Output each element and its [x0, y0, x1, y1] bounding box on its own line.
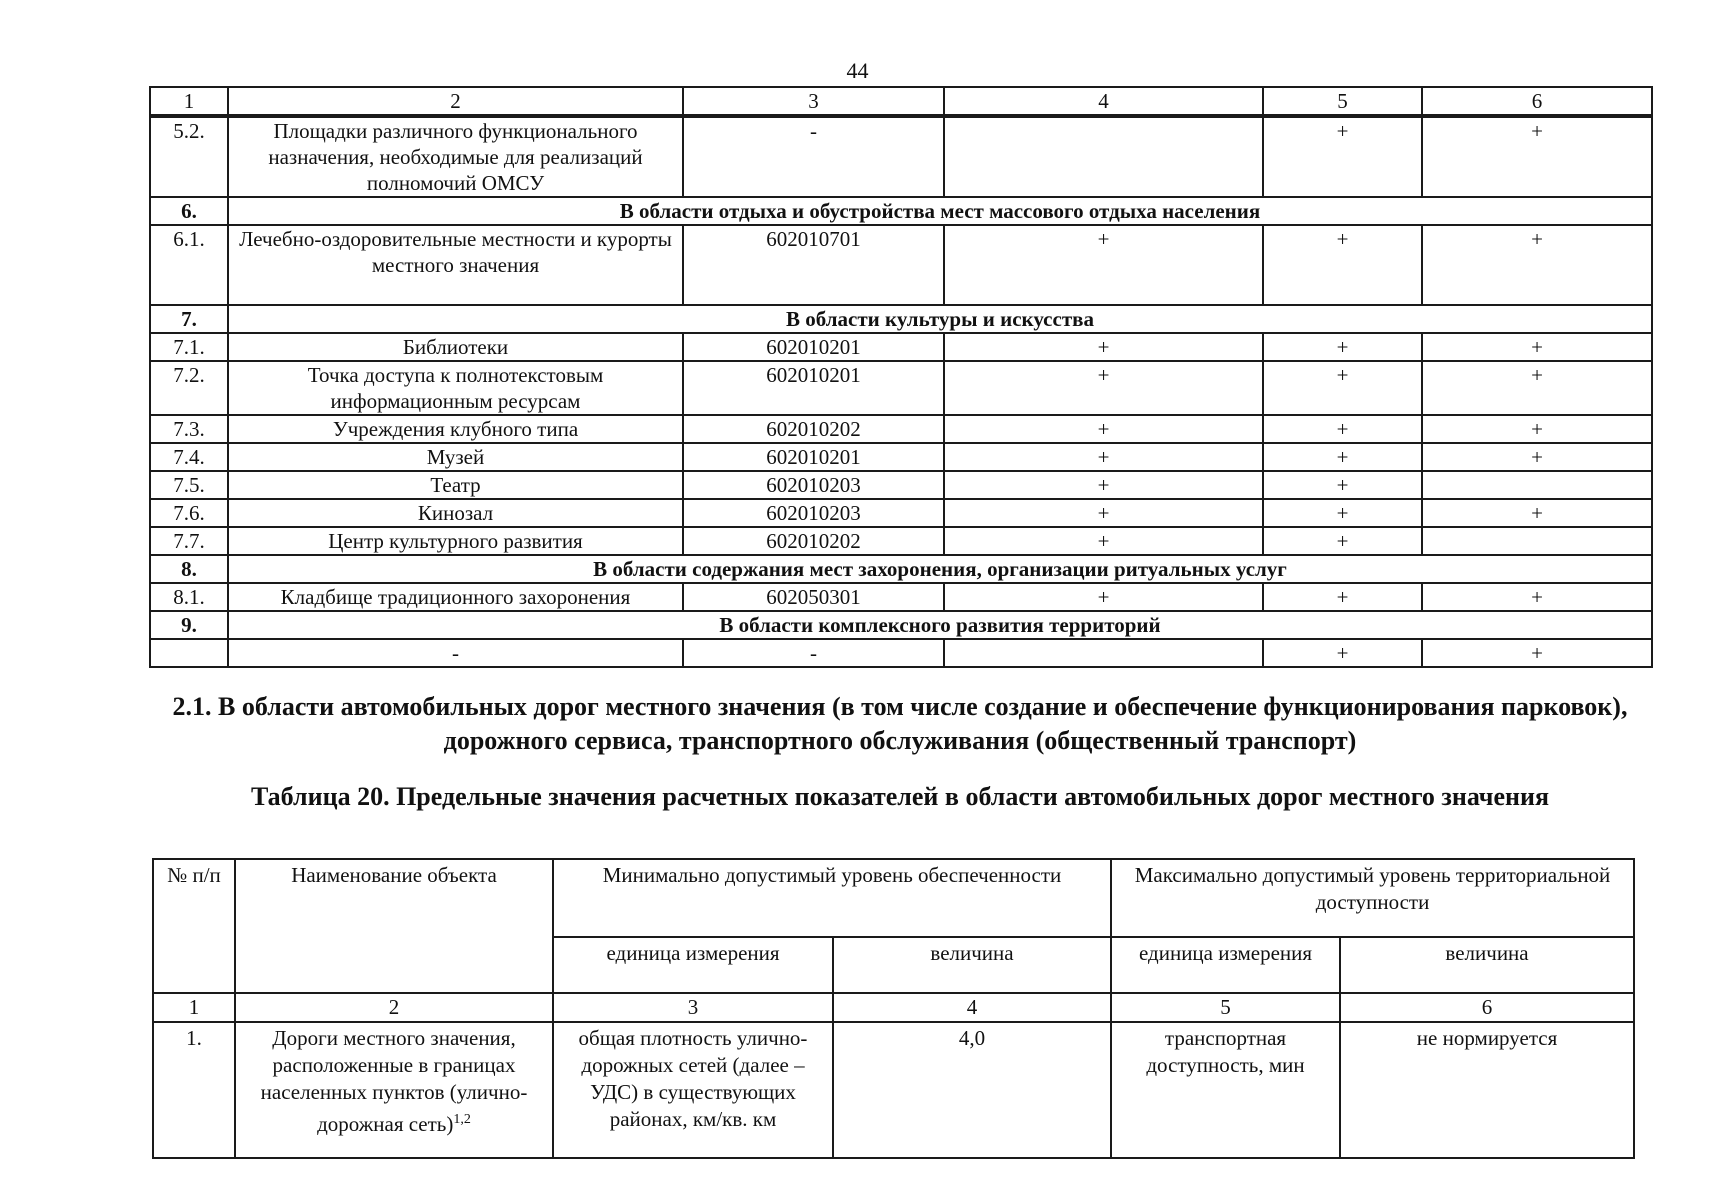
table-row — [150, 471, 1652, 499]
mark-cell: + — [944, 527, 1263, 555]
column-number: 5 — [1263, 87, 1422, 116]
mark-cell: + — [1422, 116, 1652, 197]
object-name: Лечебно-оздоровительные местности и курорты местного значения — [228, 225, 683, 305]
mark-cell: + — [944, 471, 1263, 499]
mark-cell: + — [1263, 333, 1422, 361]
object-name: Кладбище традиционного захоронения — [228, 583, 683, 611]
code-cell: 602010701 — [683, 225, 944, 305]
column-number: 4 — [944, 87, 1263, 116]
row-number: 7.1. — [150, 333, 228, 361]
header-min-level: Минимально допустимый уровень обеспеченности — [553, 859, 1111, 937]
header-name: Наименование объекта — [235, 859, 553, 993]
code-cell: 602010203 — [683, 499, 944, 527]
mark-cell: + — [1422, 443, 1652, 471]
mark-cell: + — [1422, 361, 1652, 415]
row-number: 7.7. — [150, 527, 228, 555]
section-title: В области культуры и искусства — [228, 305, 1652, 333]
table-row — [150, 583, 1652, 611]
mark-cell: + — [1263, 583, 1422, 611]
column-number: 1 — [150, 87, 228, 116]
section-number: 7. — [150, 305, 228, 333]
table-header-row — [153, 859, 1634, 937]
mark-cell — [944, 116, 1263, 197]
min-unit: общая плотность улично-дорожных сетей (далее – УДС) в существующих районах, км/кв. км — [553, 1022, 833, 1158]
section-number: 9. — [150, 611, 228, 639]
mark-cell: + — [1263, 116, 1422, 197]
header-value: величина — [833, 937, 1111, 993]
code-cell: 602010203 — [683, 471, 944, 499]
header-unit: единица измерения — [553, 937, 833, 993]
object-name: Центр культурного развития — [228, 527, 683, 555]
mark-cell: + — [1263, 471, 1422, 499]
section-number: 8. — [150, 555, 228, 583]
object-name: Театр — [228, 471, 683, 499]
code-cell: 602010201 — [683, 361, 944, 415]
column-number: 5 — [1111, 993, 1340, 1022]
object-name: - — [228, 639, 683, 667]
mark-cell: + — [944, 225, 1263, 305]
section-row — [150, 305, 1652, 333]
object-name: Библиотеки — [228, 333, 683, 361]
column-number: 6 — [1422, 87, 1652, 116]
object-name: Площадки различного функционального назначения, необходимые для реализаций полномочий ОМСУ — [228, 116, 683, 197]
table-row — [150, 415, 1652, 443]
header-num: № п/п — [153, 859, 235, 993]
table-title: Таблица 20. Предельные значения расчетных показателей в области автомобильных дорог местного значения — [250, 782, 1550, 811]
code-cell: 602050301 — [683, 583, 944, 611]
section-title: В области комплексного развития территорий — [228, 611, 1652, 639]
mark-cell: + — [944, 415, 1263, 443]
mark-cell: + — [1422, 415, 1652, 443]
mark-cell: + — [1263, 361, 1422, 415]
row-number: 7.5. — [150, 471, 228, 499]
header-value: величина — [1340, 937, 1634, 993]
object-name — [235, 1022, 553, 1158]
object-name: Музей — [228, 443, 683, 471]
table-row — [153, 1022, 1634, 1158]
mark-cell: + — [1422, 499, 1652, 527]
mark-cell: + — [944, 583, 1263, 611]
mark-cell: + — [1263, 225, 1422, 305]
mark-cell — [1422, 527, 1652, 555]
max-unit: транспортная доступность, мин — [1111, 1022, 1340, 1158]
mark-cell: + — [1422, 583, 1652, 611]
column-number-row — [153, 993, 1634, 1022]
mark-cell: + — [1263, 415, 1422, 443]
column-number: 3 — [683, 87, 944, 116]
table-row — [150, 333, 1652, 361]
section-row — [150, 611, 1652, 639]
row-number: 7.6. — [150, 499, 228, 527]
table-row — [150, 116, 1652, 197]
mark-cell: + — [944, 499, 1263, 527]
roads-table — [152, 858, 1635, 1159]
column-number: 3 — [553, 993, 833, 1022]
column-number: 1 — [153, 993, 235, 1022]
row-number: 7.4. — [150, 443, 228, 471]
table-row — [150, 443, 1652, 471]
section-title: В области содержания мест захоронения, организации ритуальных услуг — [228, 555, 1652, 583]
mark-cell: + — [1422, 333, 1652, 361]
facilities-table — [149, 86, 1653, 668]
section-row — [150, 197, 1652, 225]
section-heading: 2.1. В области автомобильных дорог местного значения (в том числе создание и обеспечение функционирования парковок), дорожного сервиса, транспортного обслуживания (общественный транспорт) — [172, 692, 1628, 755]
max-value: не нормируется — [1340, 1022, 1634, 1158]
mark-cell: + — [944, 361, 1263, 415]
mark-cell: + — [1263, 527, 1422, 555]
mark-cell: + — [1422, 639, 1652, 667]
table-row — [150, 499, 1652, 527]
min-value: 4,0 — [833, 1022, 1111, 1158]
code-cell: 602010202 — [683, 415, 944, 443]
column-number: 6 — [1340, 993, 1634, 1022]
object-name: Учреждения клубного типа — [228, 415, 683, 443]
mark-cell: + — [1422, 225, 1652, 305]
row-number: 1. — [153, 1022, 235, 1158]
code-cell: - — [683, 116, 944, 197]
row-number: 8.1. — [150, 583, 228, 611]
header-max-level: Максимально допустимый уровень территориальной доступности — [1111, 859, 1634, 937]
mark-cell: + — [1263, 443, 1422, 471]
code-cell: - — [683, 639, 944, 667]
column-number: 4 — [833, 993, 1111, 1022]
table-row — [150, 225, 1652, 305]
column-number: 2 — [235, 993, 553, 1022]
code-cell: 602010202 — [683, 527, 944, 555]
row-number: 6.1. — [150, 225, 228, 305]
row-number: 7.2. — [150, 361, 228, 415]
mark-cell: + — [1263, 499, 1422, 527]
code-cell: 602010201 — [683, 443, 944, 471]
column-number: 2 — [228, 87, 683, 116]
object-name: Кинозал — [228, 499, 683, 527]
header-unit: единица измерения — [1111, 937, 1340, 993]
section-row — [150, 555, 1652, 583]
code-cell: 602010201 — [683, 333, 944, 361]
row-number: 5.2. — [150, 116, 228, 197]
section-number: 6. — [150, 197, 228, 225]
row-number: 7.3. — [150, 415, 228, 443]
mark-cell: + — [944, 443, 1263, 471]
table-header-row — [150, 87, 1652, 116]
object-name: Точка доступа к полнотекстовым информационным ресурсам — [228, 361, 683, 415]
page-number: 44 — [846, 58, 869, 83]
mark-cell: + — [944, 333, 1263, 361]
facilities-table-body — [150, 87, 1652, 667]
mark-cell: + — [1263, 639, 1422, 667]
row-number — [150, 639, 228, 667]
mark-cell — [944, 639, 1263, 667]
footnote-ref: 1,2 — [453, 1112, 471, 1127]
table-row — [150, 361, 1652, 415]
section-title: В области отдыха и обустройства мест массового отдыха населения — [228, 197, 1652, 225]
mark-cell — [1422, 471, 1652, 499]
object-name-text: Дороги местного значения, расположенные в границах населенных пунктов (улично-дорожная сеть) — [260, 1026, 528, 1136]
table-row — [150, 527, 1652, 555]
table-row — [150, 639, 1652, 667]
